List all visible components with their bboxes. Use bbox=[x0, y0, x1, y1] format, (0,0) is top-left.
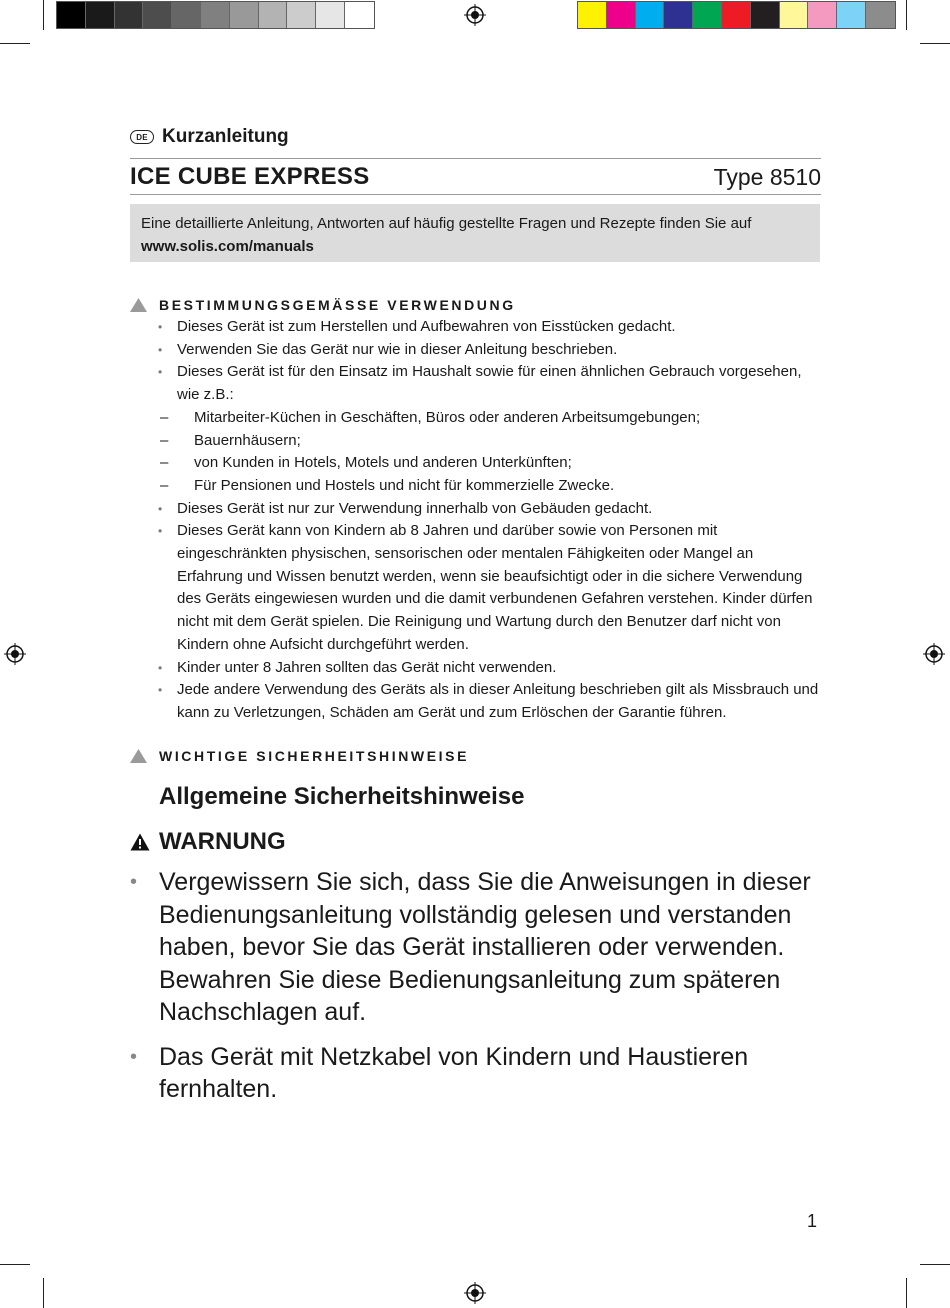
warning-list bbox=[130, 866, 822, 1106]
crop-mark-top-right-v bbox=[906, 0, 907, 30]
list-item-text: Für Pensionen und Hostels und nicht für kommerzielle Zwecke. bbox=[194, 476, 615, 494]
intended-use-list bbox=[158, 316, 822, 725]
product-title: ICE CUBE EXPRESS bbox=[130, 163, 370, 190]
swatch bbox=[607, 2, 636, 28]
list-item bbox=[158, 679, 822, 724]
page-number: 1 bbox=[806, 1211, 817, 1231]
swatch bbox=[664, 2, 693, 28]
product-type: Type 8510 bbox=[713, 164, 821, 190]
language-title: Kurzanleitung bbox=[162, 126, 289, 147]
header-rule-top bbox=[130, 158, 821, 159]
list-item-text: Verwenden Sie das Gerät nur wie in dieser Anleitung beschrieben. bbox=[177, 340, 618, 358]
swatch bbox=[751, 2, 780, 28]
dash-marker: – bbox=[160, 476, 169, 494]
swatch bbox=[172, 2, 201, 28]
warning-heading bbox=[130, 828, 286, 856]
swatch bbox=[578, 2, 607, 28]
manual-url-link[interactable]: www.solis.com/manuals bbox=[141, 238, 314, 255]
list-item-text: von Kunden in Hotels, Motels und anderen Unterkünften; bbox=[194, 454, 572, 472]
warning-list-item bbox=[130, 1041, 822, 1106]
color-calibration-bar bbox=[577, 1, 896, 29]
list-item-text: Dieses Gerät ist für den Einsatz im Haushalt sowie für einen ähnlichen Gebrauch vorgesehen, wie z.B.: bbox=[177, 363, 802, 404]
list-item bbox=[158, 316, 822, 339]
list-item-text: Das Gerät mit Netzkabel von Kindern und Haustieren fernhalten. bbox=[159, 1042, 749, 1103]
swatch bbox=[259, 2, 288, 28]
bullet-marker: • bbox=[158, 501, 163, 516]
list-item-text: Dieses Gerät ist zum Herstellen und Aufbewahren von Eisstücken gedacht. bbox=[177, 318, 676, 335]
list-item-text: Kinder unter 8 Jahren sollten das Gerät nicht verwenden. bbox=[177, 658, 557, 676]
swatch bbox=[57, 2, 86, 28]
swatch bbox=[287, 2, 316, 28]
warning-triangle-icon bbox=[130, 749, 147, 763]
sub-list-item bbox=[158, 407, 822, 430]
dash-marker: – bbox=[160, 431, 169, 449]
manual-info-box bbox=[130, 204, 820, 262]
warning-label: WARNUNG bbox=[159, 828, 286, 855]
info-text: Eine detaillierte Anleitung, Antworten auf häufig gestellte Fragen und Rezepte finden Sie auf bbox=[141, 215, 752, 232]
list-item-text: Mitarbeiter-Küchen in Geschäften, Büros oder anderen Arbeitsumgebungen; bbox=[194, 408, 701, 426]
warning-list-item bbox=[130, 866, 822, 1029]
section-title: BESTIMMUNGSGEMÄSSE VERWENDUNG bbox=[159, 297, 516, 313]
bullet-marker: • bbox=[158, 660, 163, 675]
sub-list-item bbox=[158, 475, 822, 498]
swatch bbox=[722, 2, 751, 28]
swatch bbox=[693, 2, 722, 28]
dash-marker: – bbox=[160, 408, 169, 426]
swatch bbox=[143, 2, 172, 28]
swatch bbox=[230, 2, 259, 28]
swatch bbox=[866, 2, 895, 28]
list-item bbox=[158, 361, 822, 406]
swatch bbox=[86, 2, 115, 28]
list-item bbox=[158, 498, 822, 521]
registration-mark-top-icon bbox=[464, 4, 486, 26]
swatch bbox=[837, 2, 866, 28]
list-item bbox=[158, 520, 822, 656]
list-item bbox=[158, 657, 822, 680]
bullet-marker: • bbox=[130, 871, 138, 893]
swatch bbox=[201, 2, 230, 28]
dash-marker: – bbox=[160, 454, 169, 472]
list-item-text: Dieses Gerät ist nur zur Verwendung innerhalb von Gebäuden gedacht. bbox=[177, 499, 653, 517]
crop-mark-top-left-h bbox=[0, 43, 30, 44]
general-safety-subheading: Allgemeine Sicherheitshinweise bbox=[159, 783, 525, 810]
swatch bbox=[115, 2, 144, 28]
swatch bbox=[345, 2, 374, 28]
swatch bbox=[780, 2, 809, 28]
list-item-text: Bauernhäusern; bbox=[194, 431, 301, 449]
list-item bbox=[158, 339, 822, 362]
sub-list-item bbox=[158, 430, 822, 453]
header-rule-bottom bbox=[130, 194, 821, 195]
crop-mark-bottom-right-h bbox=[920, 1264, 950, 1265]
bullet-marker: • bbox=[158, 342, 163, 357]
section-intended-use-heading bbox=[130, 297, 516, 313]
swatch bbox=[808, 2, 837, 28]
bullet-marker: • bbox=[158, 365, 163, 380]
list-item-text: Dieses Gerät kann von Kindern ab 8 Jahren und darüber sowie von Personen mit eingeschränkten physischen, sensorischen oder mentalen Fähigkeiten oder Mangel an Erfahrung und Wissen benutzt werden, wenn sie beaufsichtigt oder in die sichere Verwendung des Geräts eingewiesen wurden und die damit verbundenen Gefahren verstehen. Kinder dürfen nicht mit dem Gerät spielen. Die Reinigung und Wartung durch den Benutzer darf nicht von Kindern ohne Aufsicht durchgeführt werden. bbox=[177, 522, 813, 653]
bullet-marker: • bbox=[130, 1045, 138, 1068]
crop-mark-bottom-left-v bbox=[43, 1278, 44, 1308]
swatch bbox=[636, 2, 665, 28]
grayscale-calibration-bar bbox=[56, 1, 375, 29]
language-badge: DE bbox=[130, 130, 154, 144]
crop-mark-bottom-left-h bbox=[0, 1264, 30, 1265]
language-header bbox=[130, 126, 289, 148]
warning-triangle-icon bbox=[130, 298, 147, 312]
registration-mark-right-icon bbox=[923, 643, 945, 665]
bullet-marker: • bbox=[158, 683, 163, 698]
list-item-text: Vergewissern Sie sich, dass Sie die Anweisungen in dieser Bedienungsanleitung vollständig gelesen und verstanden haben, bevor Sie das Gerät installieren oder verwenden. Bewahren Sie diese Bedienungsanleitung zum späteren Nachschlagen auf. bbox=[159, 868, 811, 1026]
sub-list-item bbox=[158, 452, 822, 475]
crop-mark-top-right-h bbox=[920, 43, 950, 44]
crop-mark-top-left-v bbox=[43, 0, 44, 30]
registration-mark-left-icon bbox=[4, 643, 26, 665]
section-safety-heading bbox=[130, 748, 469, 764]
registration-mark-bottom-icon bbox=[464, 1282, 486, 1304]
section-title: WICHTIGE SICHERHEITSHINWEISE bbox=[159, 748, 470, 764]
list-item-text: Jede andere Verwendung des Geräts als in dieser Anleitung beschrieben gilt als Missbrauch und kann zu Verletzungen, Schäden am Gerät und zum Erlöschen der Garantie führen. bbox=[177, 681, 819, 721]
crop-mark-bottom-right-v bbox=[906, 1278, 907, 1308]
swatch bbox=[316, 2, 345, 28]
warning-icon bbox=[130, 833, 150, 851]
bullet-marker: • bbox=[158, 524, 163, 539]
bullet-marker: • bbox=[158, 320, 163, 334]
